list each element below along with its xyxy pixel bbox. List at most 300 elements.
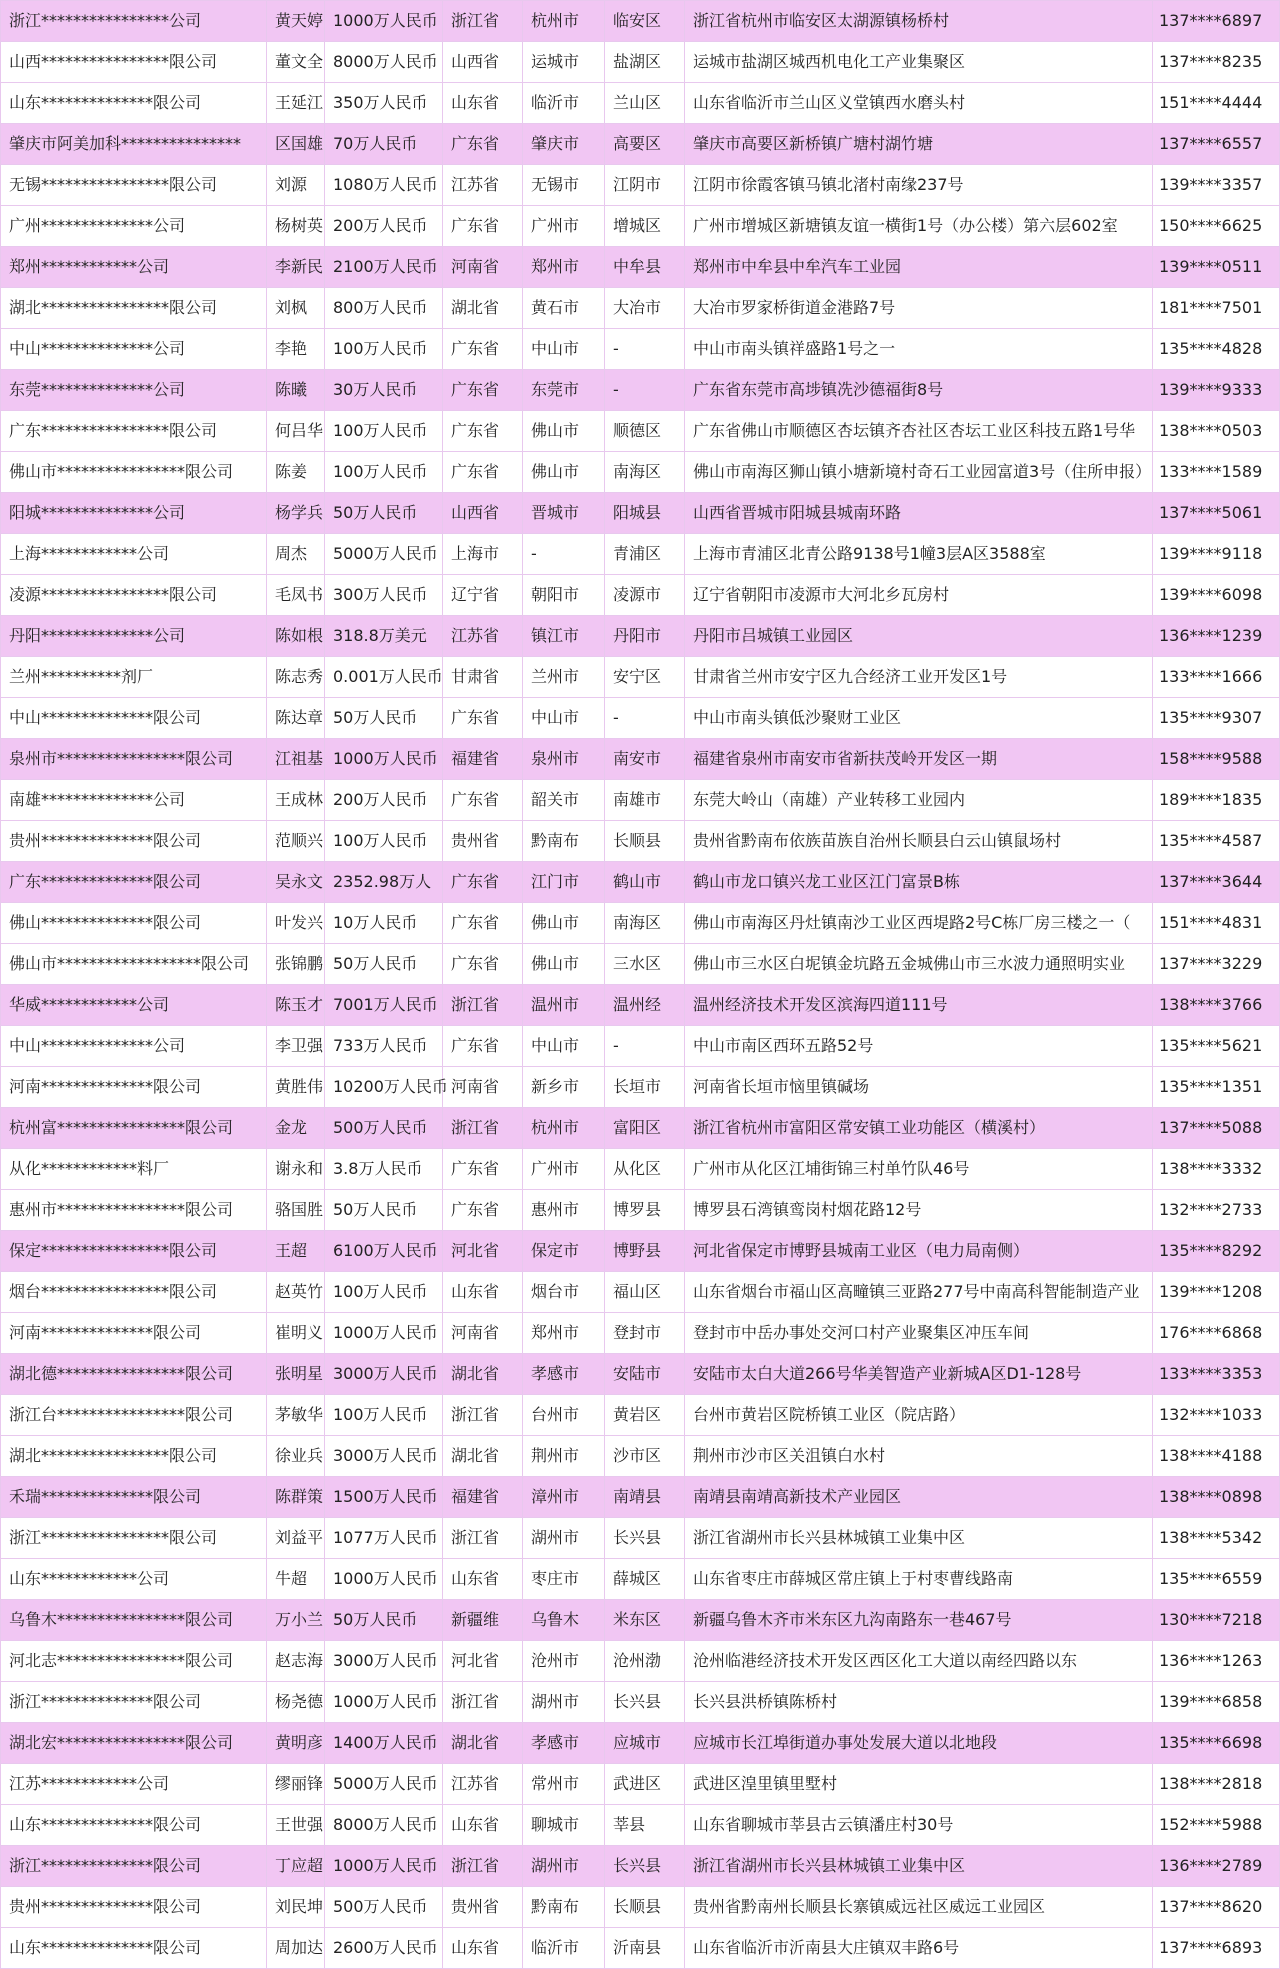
contact-cell: 张锦鹏 [267, 944, 325, 985]
capital-cell: 2352.98万人 [325, 862, 443, 903]
capital-cell: 350万人民币 [325, 83, 443, 124]
address-cell: 武进区湟里镇里墅村 [685, 1764, 1153, 1805]
table-row [1, 452, 1280, 493]
address-cell: 中山市南头镇低沙聚财工业区 [685, 698, 1153, 739]
district-cell: 鹤山市 [605, 862, 685, 903]
company-name-cell: 中山**************限公司 [1, 698, 267, 739]
capital-cell: 1080万人民币 [325, 165, 443, 206]
phone-cell: 189****1835 [1153, 780, 1280, 821]
district-cell: 青浦区 [605, 534, 685, 575]
address-cell: 浙江省湖州市长兴县林城镇工业集中区 [685, 1518, 1153, 1559]
city-cell: 兰州市 [523, 657, 605, 698]
company-name-cell: 兰州**********剂厂 [1, 657, 267, 698]
address-cell: 应城市长江埠街道办事处发展大道以北地段 [685, 1723, 1153, 1764]
address-cell: 运城市盐湖区城西机电化工产业集聚区 [685, 42, 1153, 83]
contact-cell: 何吕华 [267, 411, 325, 452]
table-row [1, 944, 1280, 985]
company-name-cell: 保定****************限公司 [1, 1231, 267, 1272]
company-name-cell: 浙江****************限公司 [1, 1518, 267, 1559]
district-cell: 温州经 [605, 985, 685, 1026]
capital-cell: 3000万人民币 [325, 1641, 443, 1682]
address-cell: 贵州省黔南布依族苗族自治州长顺县白云山镇鼠场村 [685, 821, 1153, 862]
address-cell: 台州市黄岩区院桥镇工业区（院店路） [685, 1395, 1153, 1436]
phone-cell: 151****4444 [1153, 83, 1280, 124]
district-cell: 大冶市 [605, 288, 685, 329]
table-row [1, 83, 1280, 124]
capital-cell: 100万人民币 [325, 1395, 443, 1436]
company-name-cell: 禾瑞**************限公司 [1, 1477, 267, 1518]
phone-cell: 135****6698 [1153, 1723, 1280, 1764]
province-cell: 广东省 [443, 698, 523, 739]
city-cell: 漳州市 [523, 1477, 605, 1518]
table-row [1, 1108, 1280, 1149]
company-name-cell: 山东**************限公司 [1, 83, 267, 124]
address-cell: 上海市青浦区北青公路9138号1幢3层A区3588室 [685, 534, 1153, 575]
city-cell: 湖州市 [523, 1518, 605, 1559]
province-cell: 山西省 [443, 42, 523, 83]
capital-cell: 733万人民币 [325, 1026, 443, 1067]
capital-cell: 50万人民币 [325, 944, 443, 985]
province-cell: 山东省 [443, 1928, 523, 1969]
district-cell: - [605, 1026, 685, 1067]
city-cell: 湖州市 [523, 1682, 605, 1723]
city-cell: 临沂市 [523, 1928, 605, 1969]
table-row [1, 124, 1280, 165]
company-name-cell: 广东**************限公司 [1, 862, 267, 903]
district-cell: 武进区 [605, 1764, 685, 1805]
table-row [1, 698, 1280, 739]
contact-cell: 崔明义 [267, 1313, 325, 1354]
city-cell: 荆州市 [523, 1436, 605, 1477]
phone-cell: 137****6897 [1153, 1, 1280, 42]
table-row [1, 247, 1280, 288]
contact-cell: 李新民 [267, 247, 325, 288]
district-cell: 南海区 [605, 903, 685, 944]
capital-cell: 500万人民币 [325, 1887, 443, 1928]
city-cell: 聊城市 [523, 1805, 605, 1846]
company-name-cell: 广东****************限公司 [1, 411, 267, 452]
contact-cell: 陈姜 [267, 452, 325, 493]
address-cell: 福建省泉州市南安市省新扶茂岭开发区一期 [685, 739, 1153, 780]
address-cell: 郑州市中牟县中牟汽车工业园 [685, 247, 1153, 288]
city-cell: 镇江市 [523, 616, 605, 657]
district-cell: 长垣市 [605, 1067, 685, 1108]
city-cell: 晋城市 [523, 493, 605, 534]
capital-cell: 800万人民币 [325, 288, 443, 329]
address-cell: 辽宁省朝阳市凌源市大河北乡瓦房村 [685, 575, 1153, 616]
phone-cell: 137****8235 [1153, 42, 1280, 83]
company-name-cell: 烟台****************限公司 [1, 1272, 267, 1313]
city-cell: 韶关市 [523, 780, 605, 821]
table-row [1, 862, 1280, 903]
contact-cell: 范顺兴 [267, 821, 325, 862]
phone-cell: 133****1589 [1153, 452, 1280, 493]
district-cell: 莘县 [605, 1805, 685, 1846]
contact-cell: 陈玉才 [267, 985, 325, 1026]
address-cell: 贵州省黔南州长顺县长寨镇威远社区威远工业园区 [685, 1887, 1153, 1928]
phone-cell: 138****3332 [1153, 1149, 1280, 1190]
province-cell: 山东省 [443, 1559, 523, 1600]
phone-cell: 135****9307 [1153, 698, 1280, 739]
district-cell: 福山区 [605, 1272, 685, 1313]
district-cell: 薛城区 [605, 1559, 685, 1600]
province-cell: 河北省 [443, 1231, 523, 1272]
district-cell: 阳城县 [605, 493, 685, 534]
phone-cell: 135****8292 [1153, 1231, 1280, 1272]
phone-cell: 133****3353 [1153, 1354, 1280, 1395]
contact-cell: 金龙 [267, 1108, 325, 1149]
address-cell: 东莞大岭山（南雄）产业转移工业园内 [685, 780, 1153, 821]
contact-cell: 周杰 [267, 534, 325, 575]
province-cell: 甘肃省 [443, 657, 523, 698]
company-name-cell: 华威************公司 [1, 985, 267, 1026]
capital-cell: 5000万人民币 [325, 1764, 443, 1805]
phone-cell: 137****3229 [1153, 944, 1280, 985]
phone-cell: 137****5088 [1153, 1108, 1280, 1149]
phone-cell: 135****4828 [1153, 329, 1280, 370]
capital-cell: 1000万人民币 [325, 739, 443, 780]
company-name-cell: 中山**************公司 [1, 1026, 267, 1067]
province-cell: 湖北省 [443, 1354, 523, 1395]
table-row [1, 1805, 1280, 1846]
contact-cell: 王延江 [267, 83, 325, 124]
phone-cell: 135****5621 [1153, 1026, 1280, 1067]
city-cell: 佛山市 [523, 411, 605, 452]
contact-cell: 赵志海 [267, 1641, 325, 1682]
province-cell: 河南省 [443, 1313, 523, 1354]
city-cell: 佛山市 [523, 944, 605, 985]
province-cell: 山西省 [443, 493, 523, 534]
capital-cell: 318.8万美元 [325, 616, 443, 657]
capital-cell: 200万人民币 [325, 780, 443, 821]
contact-cell: 黄胜伟 [267, 1067, 325, 1108]
capital-cell: 1000万人民币 [325, 1, 443, 42]
city-cell: 朝阳市 [523, 575, 605, 616]
capital-cell: 10万人民币 [325, 903, 443, 944]
district-cell: 应城市 [605, 1723, 685, 1764]
city-cell: 郑州市 [523, 1313, 605, 1354]
capital-cell: 0.001万人民币 [325, 657, 443, 698]
company-name-cell: 佛山市******************限公司 [1, 944, 267, 985]
phone-cell: 139****6098 [1153, 575, 1280, 616]
company-name-cell: 从化************料厂 [1, 1149, 267, 1190]
address-cell: 浙江省杭州市临安区太湖源镇杨桥村 [685, 1, 1153, 42]
city-cell: - [523, 534, 605, 575]
address-cell: 南靖县南靖高新技术产业园区 [685, 1477, 1153, 1518]
contact-cell: 陈如根 [267, 616, 325, 657]
capital-cell: 100万人民币 [325, 329, 443, 370]
company-name-cell: 浙江****************公司 [1, 1, 267, 42]
city-cell: 温州市 [523, 985, 605, 1026]
table-row [1, 821, 1280, 862]
company-name-cell: 山西****************限公司 [1, 42, 267, 83]
capital-cell: 7001万人民币 [325, 985, 443, 1026]
province-cell: 浙江省 [443, 1682, 523, 1723]
capital-cell: 100万人民币 [325, 821, 443, 862]
city-cell: 佛山市 [523, 903, 605, 944]
table-row [1, 288, 1280, 329]
capital-cell: 1000万人民币 [325, 1682, 443, 1723]
address-cell: 中山市南头镇祥盛路1号之一 [685, 329, 1153, 370]
contact-cell: 周加达 [267, 1928, 325, 1969]
phone-cell: 152****5988 [1153, 1805, 1280, 1846]
city-cell: 孝感市 [523, 1723, 605, 1764]
table-row [1, 780, 1280, 821]
province-cell: 福建省 [443, 739, 523, 780]
city-cell: 台州市 [523, 1395, 605, 1436]
city-cell: 湖州市 [523, 1846, 605, 1887]
district-cell: 博野县 [605, 1231, 685, 1272]
city-cell: 运城市 [523, 42, 605, 83]
phone-cell: 137****5061 [1153, 493, 1280, 534]
city-cell: 江门市 [523, 862, 605, 903]
table-row [1, 1559, 1280, 1600]
company-table-body [1, 1, 1280, 1969]
contact-cell: 李艳 [267, 329, 325, 370]
capital-cell: 50万人民币 [325, 1600, 443, 1641]
city-cell: 黔南布 [523, 821, 605, 862]
phone-cell: 133****1666 [1153, 657, 1280, 698]
district-cell: 沙市区 [605, 1436, 685, 1477]
table-row [1, 329, 1280, 370]
phone-cell: 176****6868 [1153, 1313, 1280, 1354]
city-cell: 杭州市 [523, 1108, 605, 1149]
contact-cell: 李卫强 [267, 1026, 325, 1067]
phone-cell: 139****9118 [1153, 534, 1280, 575]
city-cell: 乌鲁木 [523, 1600, 605, 1641]
contact-cell: 骆国胜 [267, 1190, 325, 1231]
city-cell: 沧州市 [523, 1641, 605, 1682]
district-cell: - [605, 370, 685, 411]
phone-cell: 139****1208 [1153, 1272, 1280, 1313]
district-cell: 盐湖区 [605, 42, 685, 83]
district-cell: 长顺县 [605, 821, 685, 862]
province-cell: 辽宁省 [443, 575, 523, 616]
city-cell: 中山市 [523, 1026, 605, 1067]
company-name-cell: 杭州富****************限公司 [1, 1108, 267, 1149]
district-cell: 凌源市 [605, 575, 685, 616]
contact-cell: 牛超 [267, 1559, 325, 1600]
address-cell: 甘肃省兰州市安宁区九合经济工业开发区1号 [685, 657, 1153, 698]
city-cell: 东莞市 [523, 370, 605, 411]
province-cell: 江苏省 [443, 616, 523, 657]
table-row [1, 411, 1280, 452]
capital-cell: 5000万人民币 [325, 534, 443, 575]
contact-cell: 刘民坤 [267, 1887, 325, 1928]
capital-cell: 100万人民币 [325, 452, 443, 493]
table-row [1, 1846, 1280, 1887]
company-name-cell: 佛山市****************限公司 [1, 452, 267, 493]
phone-cell: 150****6625 [1153, 206, 1280, 247]
district-cell: 安宁区 [605, 657, 685, 698]
capital-cell: 30万人民币 [325, 370, 443, 411]
address-cell: 新疆乌鲁木齐市米东区九沟南路东一巷467号 [685, 1600, 1153, 1641]
district-cell: 南安市 [605, 739, 685, 780]
contact-cell: 缪丽锋 [267, 1764, 325, 1805]
district-cell: 中牟县 [605, 247, 685, 288]
contact-cell: 陈群策 [267, 1477, 325, 1518]
phone-cell: 138****4188 [1153, 1436, 1280, 1477]
city-cell: 广州市 [523, 1149, 605, 1190]
address-cell: 登封市中岳办事处交河口村产业聚集区冲压车间 [685, 1313, 1153, 1354]
table-row [1, 1928, 1280, 1969]
contact-cell: 杨树英 [267, 206, 325, 247]
table-row [1, 575, 1280, 616]
city-cell: 常州市 [523, 1764, 605, 1805]
province-cell: 河南省 [443, 247, 523, 288]
city-cell: 郑州市 [523, 247, 605, 288]
phone-cell: 139****0511 [1153, 247, 1280, 288]
table-row [1, 1, 1280, 42]
table-row [1, 165, 1280, 206]
phone-cell: 151****4831 [1153, 903, 1280, 944]
address-cell: 河北省保定市博野县城南工业区（电力局南侧） [685, 1231, 1153, 1272]
company-name-cell: 湖北宏****************限公司 [1, 1723, 267, 1764]
district-cell: 江阴市 [605, 165, 685, 206]
province-cell: 贵州省 [443, 1887, 523, 1928]
district-cell: 长顺县 [605, 1887, 685, 1928]
address-cell: 鹤山市龙口镇兴龙工业区江门富景B栋 [685, 862, 1153, 903]
phone-cell: 137****8620 [1153, 1887, 1280, 1928]
province-cell: 山东省 [443, 83, 523, 124]
capital-cell: 3000万人民币 [325, 1436, 443, 1477]
district-cell: 长兴县 [605, 1846, 685, 1887]
district-cell: 米东区 [605, 1600, 685, 1641]
address-cell: 山东省烟台市福山区高疃镇三亚路277号中南高科智能制造产业 [685, 1272, 1153, 1313]
city-cell: 中山市 [523, 329, 605, 370]
address-cell: 山东省枣庄市薛城区常庄镇上于村枣曹线路南 [685, 1559, 1153, 1600]
table-row [1, 206, 1280, 247]
district-cell: 临安区 [605, 1, 685, 42]
province-cell: 广东省 [443, 944, 523, 985]
province-cell: 广东省 [443, 329, 523, 370]
contact-cell: 区国雄 [267, 124, 325, 165]
capital-cell: 10200万人民币 [325, 1067, 443, 1108]
table-row [1, 1149, 1280, 1190]
province-cell: 河南省 [443, 1067, 523, 1108]
address-cell: 山东省聊城市莘县古云镇潘庄村30号 [685, 1805, 1153, 1846]
contact-cell: 毛凤书 [267, 575, 325, 616]
province-cell: 江苏省 [443, 165, 523, 206]
company-name-cell: 阳城**************公司 [1, 493, 267, 534]
address-cell: 肇庆市高要区新桥镇广塘村湖竹塘 [685, 124, 1153, 165]
district-cell: 黄岩区 [605, 1395, 685, 1436]
phone-cell: 135****4587 [1153, 821, 1280, 862]
company-name-cell: 凌源****************限公司 [1, 575, 267, 616]
city-cell: 黄石市 [523, 288, 605, 329]
address-cell: 广州市从化区江埔街锦三村单竹队46号 [685, 1149, 1153, 1190]
phone-cell: 136****1239 [1153, 616, 1280, 657]
city-cell: 黔南布 [523, 1887, 605, 1928]
address-cell: 江阴市徐霞客镇马镇北渚村南缘237号 [685, 165, 1153, 206]
address-cell: 山西省晋城市阳城县城南环路 [685, 493, 1153, 534]
company-name-cell: 东莞**************公司 [1, 370, 267, 411]
table-row [1, 1354, 1280, 1395]
phone-cell: 158****9588 [1153, 739, 1280, 780]
district-cell: 南雄市 [605, 780, 685, 821]
company-name-cell: 湖北****************限公司 [1, 1436, 267, 1477]
contact-cell: 徐业兵 [267, 1436, 325, 1477]
contact-cell: 王世强 [267, 1805, 325, 1846]
phone-cell: 138****5342 [1153, 1518, 1280, 1559]
phone-cell: 130****7218 [1153, 1600, 1280, 1641]
district-cell: 高要区 [605, 124, 685, 165]
company-name-cell: 河北志****************限公司 [1, 1641, 267, 1682]
contact-cell: 王超 [267, 1231, 325, 1272]
company-name-cell: 广州**************公司 [1, 206, 267, 247]
contact-cell: 吴永文 [267, 862, 325, 903]
table-row [1, 1436, 1280, 1477]
phone-cell: 135****1351 [1153, 1067, 1280, 1108]
company-name-cell: 南雄**************公司 [1, 780, 267, 821]
city-cell: 新乡市 [523, 1067, 605, 1108]
company-name-cell: 湖北****************限公司 [1, 288, 267, 329]
address-cell: 山东省临沂市兰山区义堂镇西水磨头村 [685, 83, 1153, 124]
company-name-cell: 郑州************公司 [1, 247, 267, 288]
province-cell: 浙江省 [443, 1518, 523, 1559]
province-cell: 上海市 [443, 534, 523, 575]
address-cell: 安陆市太白大道266号华美智造产业新城A区D1-128号 [685, 1354, 1153, 1395]
contact-cell: 杨尧德 [267, 1682, 325, 1723]
district-cell: 增城区 [605, 206, 685, 247]
company-name-cell: 佛山**************限公司 [1, 903, 267, 944]
contact-cell: 王成林 [267, 780, 325, 821]
province-cell: 广东省 [443, 903, 523, 944]
company-name-cell: 浙江**************限公司 [1, 1682, 267, 1723]
capital-cell: 1500万人民币 [325, 1477, 443, 1518]
district-cell: 安陆市 [605, 1354, 685, 1395]
province-cell: 广东省 [443, 370, 523, 411]
contact-cell: 张明星 [267, 1354, 325, 1395]
district-cell: 沧州渤 [605, 1641, 685, 1682]
phone-cell: 138****3766 [1153, 985, 1280, 1026]
province-cell: 广东省 [443, 1149, 523, 1190]
city-cell: 佛山市 [523, 452, 605, 493]
address-cell: 温州经济技术开发区滨海四道111号 [685, 985, 1153, 1026]
company-name-cell: 山东**************限公司 [1, 1805, 267, 1846]
table-row [1, 1887, 1280, 1928]
table-row [1, 739, 1280, 780]
province-cell: 广东省 [443, 124, 523, 165]
district-cell: 丹阳市 [605, 616, 685, 657]
capital-cell: 500万人民币 [325, 1108, 443, 1149]
province-cell: 山东省 [443, 1272, 523, 1313]
district-cell: 登封市 [605, 1313, 685, 1354]
district-cell: 沂南县 [605, 1928, 685, 1969]
city-cell: 临沂市 [523, 83, 605, 124]
province-cell: 广东省 [443, 206, 523, 247]
province-cell: 山东省 [443, 1805, 523, 1846]
province-cell: 湖北省 [443, 1436, 523, 1477]
contact-cell: 黄天婷 [267, 1, 325, 42]
city-cell: 肇庆市 [523, 124, 605, 165]
company-name-cell: 无锡****************限公司 [1, 165, 267, 206]
phone-cell: 132****2733 [1153, 1190, 1280, 1231]
table-row [1, 1190, 1280, 1231]
contact-cell: 董文全 [267, 42, 325, 83]
address-cell: 河南省长垣市恼里镇碱场 [685, 1067, 1153, 1108]
table-row [1, 903, 1280, 944]
table-row [1, 534, 1280, 575]
address-cell: 长兴县洪桥镇陈桥村 [685, 1682, 1153, 1723]
district-cell: - [605, 329, 685, 370]
company-name-cell: 河南**************限公司 [1, 1313, 267, 1354]
province-cell: 浙江省 [443, 985, 523, 1026]
contact-cell: 黄明彦 [267, 1723, 325, 1764]
address-cell: 佛山市南海区狮山镇小塘新境村奇石工业园富道3号（住所申报） [685, 452, 1153, 493]
contact-cell: 陈曦 [267, 370, 325, 411]
table-row [1, 370, 1280, 411]
